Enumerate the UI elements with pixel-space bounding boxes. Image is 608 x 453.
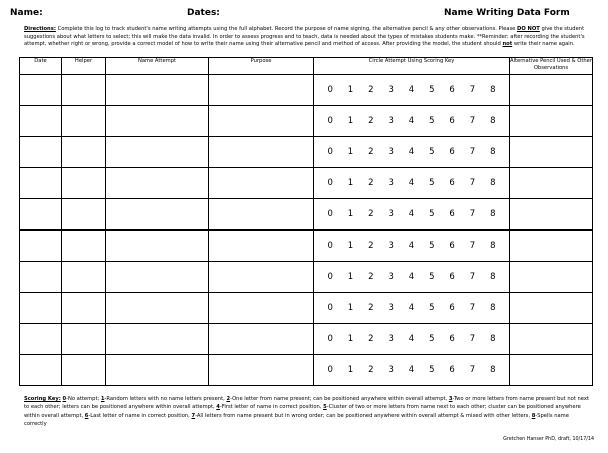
score-options <box>314 75 509 105</box>
table-row <box>20 355 593 386</box>
col-header-date: Date <box>20 58 62 75</box>
score-option[interactable]: 8 <box>490 178 496 188</box>
name-attempt-cell[interactable] <box>106 199 209 231</box>
score-options <box>314 199 509 229</box>
score-1-key: 1 <box>100 396 105 402</box>
score-option[interactable]: 3 <box>388 116 394 126</box>
score-option[interactable]: 0 <box>327 85 333 95</box>
helper-cell[interactable] <box>62 293 106 324</box>
score-cell <box>314 262 510 293</box>
score-cell <box>314 168 510 199</box>
score-option[interactable]: 1 <box>347 178 354 188</box>
date-cell[interactable] <box>20 262 62 293</box>
dates-label: Dates: <box>187 8 220 18</box>
score-option[interactable]: 7 <box>469 147 476 157</box>
score-option[interactable]: 0 <box>327 272 333 282</box>
name-attempt-cell[interactable] <box>106 230 209 262</box>
score-options <box>314 106 509 136</box>
score-option[interactable]: 5 <box>429 209 435 219</box>
table-header-row <box>20 58 593 75</box>
score-option[interactable]: 6 <box>449 178 455 188</box>
name-attempt-cell[interactable] <box>106 106 209 137</box>
score-option[interactable]: 6 <box>449 303 455 313</box>
score-cell <box>314 75 510 106</box>
score-8-key: 8 <box>531 412 536 419</box>
table-row <box>20 262 593 293</box>
name-attempt-cell[interactable] <box>106 137 209 168</box>
score-option[interactable]: 0 <box>327 241 333 251</box>
table-row <box>20 106 593 137</box>
observations-cell[interactable] <box>510 293 593 324</box>
score-option[interactable]: 3 <box>388 178 394 188</box>
score-option[interactable]: 2 <box>368 209 374 219</box>
score-option[interactable]: 6 <box>449 365 455 375</box>
score-option[interactable]: 5 <box>429 116 435 126</box>
score-option[interactable]: 2 <box>368 178 374 188</box>
score-option[interactable]: 1 <box>347 334 354 344</box>
score-option[interactable]: 4 <box>408 272 415 282</box>
col-header-name-attempt: Name Attempt <box>106 58 209 75</box>
score-option[interactable]: 3 <box>388 85 394 95</box>
score-options <box>314 355 509 385</box>
purpose-cell[interactable] <box>209 293 314 324</box>
score-option[interactable]: 4 <box>408 241 415 251</box>
score-options <box>314 293 509 323</box>
score-option[interactable]: 5 <box>429 334 435 344</box>
date-cell[interactable] <box>20 168 62 199</box>
score-option[interactable]: 7 <box>469 334 476 344</box>
scoring-key <box>24 395 592 429</box>
score-3-key: 3 <box>448 396 453 402</box>
score-option[interactable]: 4 <box>408 303 415 313</box>
score-6-key: 6 <box>84 412 89 419</box>
score-cell <box>314 293 510 324</box>
observations-cell[interactable] <box>510 230 593 262</box>
score-3-text: -Two or more letters from name present but not next to each other; letters can be positioned anywhere within overall attempt, <box>24 396 590 411</box>
score-option[interactable]: 4 <box>408 209 415 219</box>
score-option[interactable]: 8 <box>490 303 496 313</box>
helper-cell[interactable] <box>62 106 106 137</box>
directions-label: Directions: <box>24 26 56 32</box>
score-option[interactable]: 5 <box>429 241 435 251</box>
purpose-cell[interactable] <box>209 324 314 355</box>
form-title: Name Writing Data Form <box>444 8 570 18</box>
score-option[interactable]: 8 <box>490 147 496 157</box>
table-row <box>20 137 593 168</box>
score-1-text: -Random letters with no name letters present, <box>104 396 227 402</box>
score-option[interactable]: 2 <box>368 272 374 282</box>
observations-cell[interactable] <box>510 137 593 168</box>
score-option[interactable]: 8 <box>490 209 496 219</box>
score-2-text: -One letter from name present; can be positioned anywhere within overall attempt, <box>230 396 449 402</box>
score-option[interactable]: 0 <box>327 334 333 344</box>
score-option[interactable]: 3 <box>388 241 394 251</box>
score-option[interactable]: 6 <box>449 209 455 219</box>
score-option[interactable]: 5 <box>429 147 435 157</box>
score-6-text: -Last letter of name in correct position, <box>88 412 192 419</box>
score-option[interactable]: 4 <box>408 178 415 188</box>
score-option[interactable]: 7 <box>469 116 476 126</box>
observations-cell[interactable] <box>510 355 593 386</box>
score-option[interactable]: 1 <box>347 272 354 282</box>
score-option[interactable]: 6 <box>449 241 455 251</box>
score-7-key: 7 <box>191 412 196 419</box>
score-5-key: 5 <box>323 404 327 411</box>
score-option[interactable]: 2 <box>368 147 374 157</box>
helper-cell[interactable] <box>62 199 106 231</box>
col-header-helper: Helper <box>62 58 106 75</box>
helper-cell[interactable] <box>62 324 106 355</box>
score-option[interactable]: 0 <box>327 116 333 126</box>
score-option[interactable]: 8 <box>490 241 496 251</box>
score-options <box>314 168 509 198</box>
score-option[interactable]: 3 <box>388 209 394 219</box>
score-option[interactable]: 6 <box>449 272 455 282</box>
score-cell <box>314 230 510 262</box>
score-option[interactable]: 2 <box>368 365 374 375</box>
score-option[interactable]: 8 <box>490 116 496 126</box>
purpose-cell[interactable] <box>209 199 314 231</box>
score-option[interactable]: 7 <box>469 365 476 375</box>
score-option[interactable]: 3 <box>388 334 394 344</box>
purpose-cell[interactable] <box>209 137 314 168</box>
score-option[interactable]: 3 <box>388 147 394 157</box>
score-option[interactable]: 1 <box>347 147 354 157</box>
score-8-text: -Spells name correctly <box>24 412 569 428</box>
table-row <box>20 230 593 262</box>
observations-cell[interactable] <box>510 324 593 355</box>
score-option[interactable]: 0 <box>327 303 333 313</box>
purpose-cell[interactable] <box>209 230 314 262</box>
score-option[interactable]: 6 <box>449 334 455 344</box>
score-option[interactable]: 0 <box>327 209 333 219</box>
date-cell[interactable] <box>20 230 62 262</box>
name-attempt-cell[interactable] <box>106 324 209 355</box>
score-option[interactable]: 4 <box>408 147 415 157</box>
observations-cell[interactable] <box>510 106 593 137</box>
score-option[interactable]: 6 <box>449 116 455 126</box>
score-0-text: -No attempt; <box>66 396 101 402</box>
score-option[interactable]: 1 <box>347 209 354 219</box>
score-option[interactable]: 2 <box>368 334 374 344</box>
name-label: Name: <box>10 8 43 18</box>
score-option[interactable]: 0 <box>327 178 333 188</box>
table-row <box>20 324 593 355</box>
score-option[interactable]: 7 <box>469 241 476 251</box>
table-row <box>20 199 593 231</box>
score-option[interactable]: 2 <box>368 116 374 126</box>
directions-part-1: Complete this log to track student's name writing attempts using the full alphabet. Record the purpose of name signing, the alternative pencil & any other observations. Please <box>55 26 518 32</box>
date-cell[interactable] <box>20 106 62 137</box>
col-header-circle-attempt: Circle Attempt Using Scoring Key <box>314 58 510 75</box>
score-4-text: -First letter of name in correct position, <box>219 404 324 411</box>
score-option[interactable]: 3 <box>388 272 394 282</box>
score-option[interactable]: 1 <box>347 116 354 126</box>
score-5-text: -Cluster of two or more letters from name next to each other; cluster can be positioned anywhere within overall attempt, <box>24 404 581 419</box>
score-option[interactable]: 2 <box>368 303 374 313</box>
table-row <box>20 293 593 324</box>
table-body <box>20 75 593 386</box>
date-cell[interactable] <box>20 324 62 355</box>
score-cell <box>314 106 510 137</box>
helper-cell[interactable] <box>62 168 106 199</box>
score-option[interactable]: 2 <box>368 241 374 251</box>
table-row <box>20 168 593 199</box>
score-cell <box>314 324 510 355</box>
purpose-cell[interactable] <box>209 262 314 293</box>
score-7-text: -All letters from name present but in wrong order; can be positioned anywhere within overall attempt & mixed with other letters, <box>195 412 532 419</box>
score-option[interactable]: 7 <box>469 85 476 95</box>
form-header <box>0 0 608 24</box>
data-log-table <box>19 57 593 386</box>
name-attempt-cell[interactable] <box>106 293 209 324</box>
score-cell <box>314 199 510 231</box>
helper-cell[interactable] <box>62 75 106 106</box>
score-option[interactable]: 8 <box>490 272 496 282</box>
score-option[interactable]: 3 <box>388 303 394 313</box>
helper-cell[interactable] <box>62 262 106 293</box>
score-option[interactable]: 1 <box>347 365 354 375</box>
score-option[interactable]: 5 <box>429 365 435 375</box>
score-option[interactable]: 2 <box>368 85 374 95</box>
score-cell <box>314 137 510 168</box>
score-option[interactable]: 6 <box>449 147 455 157</box>
date-cell[interactable] <box>20 293 62 324</box>
col-header-purpose: Purpose <box>209 58 314 75</box>
name-attempt-cell[interactable] <box>106 168 209 199</box>
score-option[interactable]: 1 <box>347 303 354 313</box>
score-2-key: 2 <box>226 396 231 402</box>
helper-cell[interactable] <box>62 355 106 386</box>
score-option[interactable]: 0 <box>327 147 333 157</box>
author-credit: Gretchen Hanser PhD, draft, 10/17/14 <box>503 437 594 442</box>
score-4-key: 4 <box>216 404 220 411</box>
purpose-cell[interactable] <box>209 355 314 386</box>
score-option[interactable]: 5 <box>429 178 435 188</box>
name-attempt-cell[interactable] <box>106 262 209 293</box>
score-option[interactable]: 4 <box>408 85 415 95</box>
directions-part-3: write their name again. <box>512 41 575 48</box>
score-option[interactable]: 1 <box>347 241 354 251</box>
scoring-label: Scoring Key: <box>24 396 61 402</box>
name-attempt-cell[interactable] <box>106 355 209 386</box>
score-option[interactable]: 7 <box>469 178 476 188</box>
score-option[interactable]: 4 <box>408 116 415 126</box>
score-option[interactable]: 7 <box>469 272 476 282</box>
score-option[interactable]: 3 <box>388 365 394 375</box>
observations-cell[interactable] <box>510 75 593 106</box>
purpose-cell[interactable] <box>209 106 314 137</box>
directions-text <box>24 26 592 49</box>
score-options <box>314 137 509 167</box>
score-option[interactable]: 7 <box>469 209 476 219</box>
date-cell[interactable] <box>20 199 62 231</box>
col-header-observations: Alternative Pencil Used & Other Observations <box>510 58 593 75</box>
helper-cell[interactable] <box>62 230 106 262</box>
date-cell[interactable] <box>20 137 62 168</box>
score-option[interactable]: 5 <box>429 272 435 282</box>
score-option[interactable]: 4 <box>408 334 415 344</box>
observations-cell[interactable] <box>510 168 593 199</box>
observations-cell[interactable] <box>510 199 593 231</box>
score-option[interactable]: 7 <box>469 303 476 313</box>
score-options <box>314 324 509 354</box>
score-cell <box>314 355 510 386</box>
helper-cell[interactable] <box>62 137 106 168</box>
score-options <box>314 231 509 261</box>
purpose-cell[interactable] <box>209 168 314 199</box>
score-option[interactable]: 4 <box>408 365 415 375</box>
score-option[interactable]: 0 <box>327 365 333 375</box>
observations-cell[interactable] <box>510 262 593 293</box>
name-attempt-cell[interactable] <box>106 75 209 106</box>
date-cell[interactable] <box>20 355 62 386</box>
score-option[interactable]: 8 <box>490 334 496 344</box>
score-option[interactable]: 5 <box>429 303 435 313</box>
score-option[interactable]: 6 <box>449 85 455 95</box>
purpose-cell[interactable] <box>209 75 314 106</box>
score-option[interactable]: 8 <box>490 85 496 95</box>
score-options <box>314 262 509 292</box>
not-emphasis: not <box>502 41 513 48</box>
score-option[interactable]: 5 <box>429 85 435 95</box>
score-option[interactable]: 1 <box>347 85 354 95</box>
table-row <box>20 75 593 106</box>
do-not-emphasis: DO NOT <box>517 26 540 32</box>
directions-part-2: give the student suggestions about what letters to select; this will make the data invalid. In order to assess progress and to teach, data is needed about the types of mistakes students make. **Reminder: after recording the student's attempt, whether right or wrong, provide a correct model of how to write their name using their alternative pencil and method of access. After providing the model, the student should <box>24 26 585 48</box>
score-0-key: 0 <box>62 396 67 402</box>
score-option[interactable]: 8 <box>490 365 496 375</box>
date-cell[interactable] <box>20 75 62 106</box>
